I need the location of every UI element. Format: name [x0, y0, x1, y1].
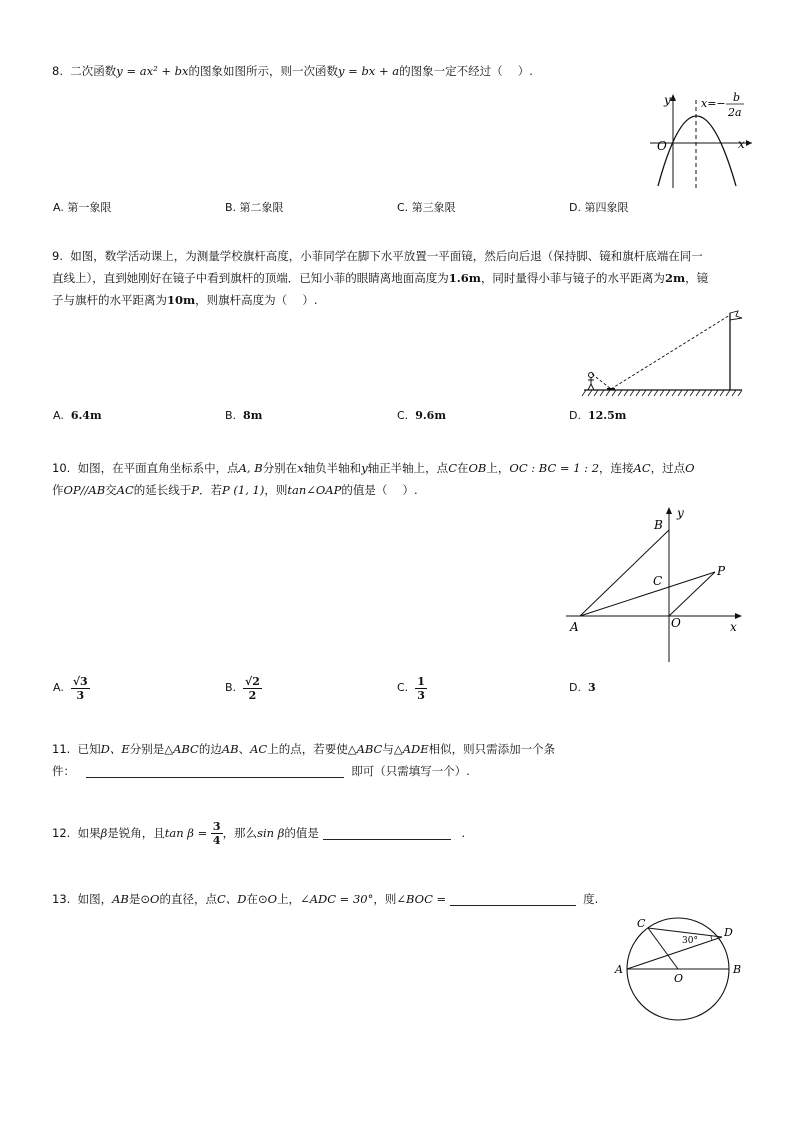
denominator: 4	[212, 834, 221, 847]
question-number: 10.	[52, 461, 71, 475]
text: 轴负半轴和	[303, 461, 362, 475]
numerator: 1	[417, 674, 425, 688]
ground-hatch	[582, 390, 742, 396]
option-letter: A.	[53, 409, 64, 422]
value: 2m	[664, 271, 686, 285]
question-9-stem-line2	[52, 267, 708, 289]
formula: y = bx + a	[338, 64, 400, 78]
answer-blank[interactable]	[86, 763, 344, 778]
text: 相似，则只需添加一个条	[428, 742, 556, 756]
text: 已知	[77, 742, 101, 756]
label-a: A	[570, 620, 579, 634]
option-letter: D.	[569, 201, 581, 214]
text: 的边	[198, 742, 222, 756]
label-b: B	[733, 963, 742, 976]
denominator: 3	[417, 688, 425, 702]
math: △ABC	[164, 742, 199, 756]
math: x	[297, 461, 304, 475]
math: AC	[250, 742, 268, 756]
text: 是锐角，且	[107, 826, 165, 840]
question-11-stem-line2	[52, 760, 470, 782]
math: AB	[112, 892, 129, 906]
math: △ABC	[347, 742, 383, 756]
text: 子与旗杆的水平距离为	[52, 293, 167, 307]
denominator: 2	[248, 688, 257, 702]
text: 的值是	[284, 826, 319, 840]
text: 的图象如图所示，则一次函数	[188, 64, 338, 78]
option-letter: D.	[569, 681, 581, 694]
text: ，同时量得小菲与镜子的水平距离为	[480, 271, 665, 285]
y-axis-arrow	[670, 94, 676, 101]
text: 分别是	[129, 742, 165, 756]
text: 在⊙	[246, 892, 268, 906]
label-d: D	[724, 926, 733, 939]
question-11-stem-line1	[52, 738, 555, 760]
label-p: P	[717, 564, 726, 578]
label-x: x	[730, 620, 737, 634]
q9-option-b[interactable]	[225, 409, 262, 422]
math: AC	[633, 461, 651, 475]
text: 如图，数学活动课上，为测量学校旗杆高度，小菲同学在脚下水平放置一平面镜，然后向后退（保持脚、镜和旗杆底端在同一	[70, 249, 703, 263]
q8-option-c[interactable]	[397, 199, 456, 215]
numerator: √3	[72, 674, 88, 688]
q9-option-d[interactable]	[569, 409, 626, 422]
text: 上，	[277, 892, 301, 906]
fraction-three-fourths	[211, 820, 223, 847]
text: 与	[382, 742, 394, 756]
segment-co	[648, 928, 678, 969]
option-letter: A.	[53, 681, 64, 694]
label-c: C	[637, 917, 646, 930]
math: OP//AB	[63, 483, 106, 497]
question-number: 9.	[52, 249, 63, 263]
label-b: B	[654, 518, 663, 532]
formula: y = ax² + bx	[116, 64, 189, 78]
math: D、E	[100, 742, 130, 756]
question-13-stem	[52, 888, 598, 910]
q8-option-a[interactable]	[53, 199, 111, 215]
option-text: 第四象限	[584, 201, 629, 214]
math: C	[448, 461, 457, 475]
text: 度.	[583, 892, 599, 906]
math: O	[685, 461, 695, 475]
angle-label: 30°	[682, 936, 698, 946]
q9-option-c[interactable]	[397, 409, 446, 422]
angle-arc	[711, 936, 712, 940]
answer-blank[interactable]	[450, 891, 576, 906]
option-fraction	[243, 675, 262, 702]
option-text: 6.4m	[70, 409, 102, 422]
value: 10m	[167, 293, 196, 307]
text: ，则旗杆高度为（ ）.	[195, 293, 318, 307]
text: 是⊙	[128, 892, 151, 906]
option-text: 9.6m	[415, 409, 446, 422]
option-text: 第二象限	[239, 201, 284, 214]
text: ，过点	[650, 461, 686, 475]
math: sin β	[257, 826, 285, 840]
question-number: 12.	[52, 826, 71, 840]
math: C、D	[216, 892, 247, 906]
text: 交	[105, 483, 117, 497]
math: A, B	[238, 461, 263, 475]
x-axis-arrow	[735, 613, 742, 619]
math: OC : BC = 1 : 2	[509, 461, 600, 475]
text: 直线上），直到她刚好在镜子中看到旗杆的顶端．已知小菲的眼睛离地面高度为	[52, 271, 449, 285]
math: β	[100, 826, 108, 840]
parabola-graph	[640, 90, 760, 190]
q9-option-a[interactable]	[53, 409, 102, 422]
coordinate-figure	[560, 500, 750, 665]
origin-label: O	[657, 139, 667, 153]
option-fraction	[415, 675, 427, 702]
question-9-stem-line1	[52, 245, 703, 267]
math: AC	[116, 483, 134, 497]
segment-op	[669, 572, 715, 616]
circle-figure	[610, 912, 760, 1024]
math: P	[191, 483, 200, 497]
question-number: 8.	[52, 64, 63, 78]
text: ．若	[199, 483, 223, 497]
option-letter: C.	[397, 201, 409, 214]
option-letter: A.	[53, 201, 64, 214]
x-label: x	[738, 137, 745, 151]
label-o: O	[674, 972, 684, 985]
text: 上的点，若要使	[267, 742, 348, 756]
label-y: y	[677, 506, 684, 520]
q10-option-a[interactable]	[53, 673, 90, 703]
symmetry-denominator: 2a	[728, 106, 742, 119]
question-12-stem	[52, 818, 465, 848]
q8-option-d[interactable]	[569, 199, 628, 215]
option-text: 8m	[243, 409, 263, 422]
question-10-stem-line2	[52, 479, 418, 501]
math: tan∠OAP	[287, 483, 342, 497]
math: tan β =	[164, 826, 208, 840]
x-axis-arrow	[746, 140, 752, 146]
math: △ADE	[393, 742, 429, 756]
math: AB	[221, 742, 239, 756]
text: 如图，	[77, 892, 113, 906]
math: y	[361, 461, 368, 475]
option-letter: B.	[225, 201, 237, 214]
text: 即可（只需填写一个）.	[351, 764, 470, 778]
incident-ray	[611, 315, 730, 389]
numerator: 3	[212, 820, 221, 833]
flag	[730, 311, 742, 320]
numerator: √2	[245, 674, 260, 688]
option-letter: C.	[397, 681, 409, 694]
text: 作	[52, 483, 64, 497]
y-axis-arrow	[666, 507, 672, 514]
label-o: O	[671, 616, 681, 630]
text: 上，	[486, 461, 510, 475]
math: O	[267, 892, 278, 906]
text: 、	[238, 742, 251, 756]
answer-blank[interactable]	[323, 825, 451, 840]
math: O	[150, 892, 160, 906]
math: P (1, 1)	[222, 483, 265, 497]
symmetry-numerator: b	[733, 91, 741, 104]
question-8-stem	[52, 60, 533, 82]
question-9-stem-line3	[52, 289, 317, 311]
text: ，镜	[685, 271, 709, 285]
text: 的值是（ ）.	[341, 483, 418, 497]
text: ，连接	[599, 461, 634, 475]
math: ∠ADC = 30°	[300, 892, 374, 906]
question-number: 11.	[52, 742, 71, 756]
option-letter: C.	[397, 409, 409, 422]
text: 的延长线于	[133, 483, 192, 497]
text: 在	[457, 461, 469, 475]
q10-option-c[interactable]	[397, 673, 427, 703]
option-fraction	[71, 675, 90, 702]
text: 如图，在平面直角坐标系中，点	[77, 461, 239, 475]
label-a: A	[615, 963, 623, 976]
flagpole-figure	[580, 305, 746, 400]
denominator: 3	[76, 688, 85, 702]
value: 1.6m	[448, 271, 481, 285]
option-text: 12.5m	[587, 409, 627, 422]
text: ，则	[373, 892, 397, 906]
text: 的图象一定不经过（ ）.	[399, 64, 533, 78]
option-text: 第一象限	[67, 201, 112, 214]
option-letter: B.	[225, 681, 237, 694]
option-letter: B.	[225, 409, 237, 422]
label-c: C	[653, 574, 663, 588]
text: ，则	[264, 483, 288, 497]
symmetry-eq: x=−	[701, 97, 726, 110]
y-label: y	[664, 93, 671, 107]
segment-ab	[580, 530, 669, 616]
text: .	[461, 826, 466, 840]
question-10-stem-line1	[52, 457, 695, 479]
option-text: 3	[587, 681, 596, 694]
text: 如果	[77, 826, 101, 840]
text: 的直径，点	[159, 892, 217, 906]
q10-option-b[interactable]	[225, 673, 262, 703]
parabola-curve	[658, 116, 736, 186]
question-number: 13.	[52, 892, 71, 906]
q10-option-d[interactable]	[569, 673, 596, 703]
math: OB	[468, 461, 487, 475]
text: 二次函数	[70, 64, 117, 78]
math: ∠BOC =	[396, 892, 447, 906]
segment-ap	[580, 572, 715, 616]
text: ，那么	[222, 826, 258, 840]
q8-option-b[interactable]	[225, 199, 284, 215]
text: 件：	[52, 764, 75, 778]
option-text: 第三象限	[411, 201, 456, 214]
text: 轴正半轴上，点	[367, 461, 449, 475]
option-letter: D.	[569, 409, 581, 422]
reflected-ray	[592, 374, 611, 389]
text: 分别在	[262, 461, 298, 475]
